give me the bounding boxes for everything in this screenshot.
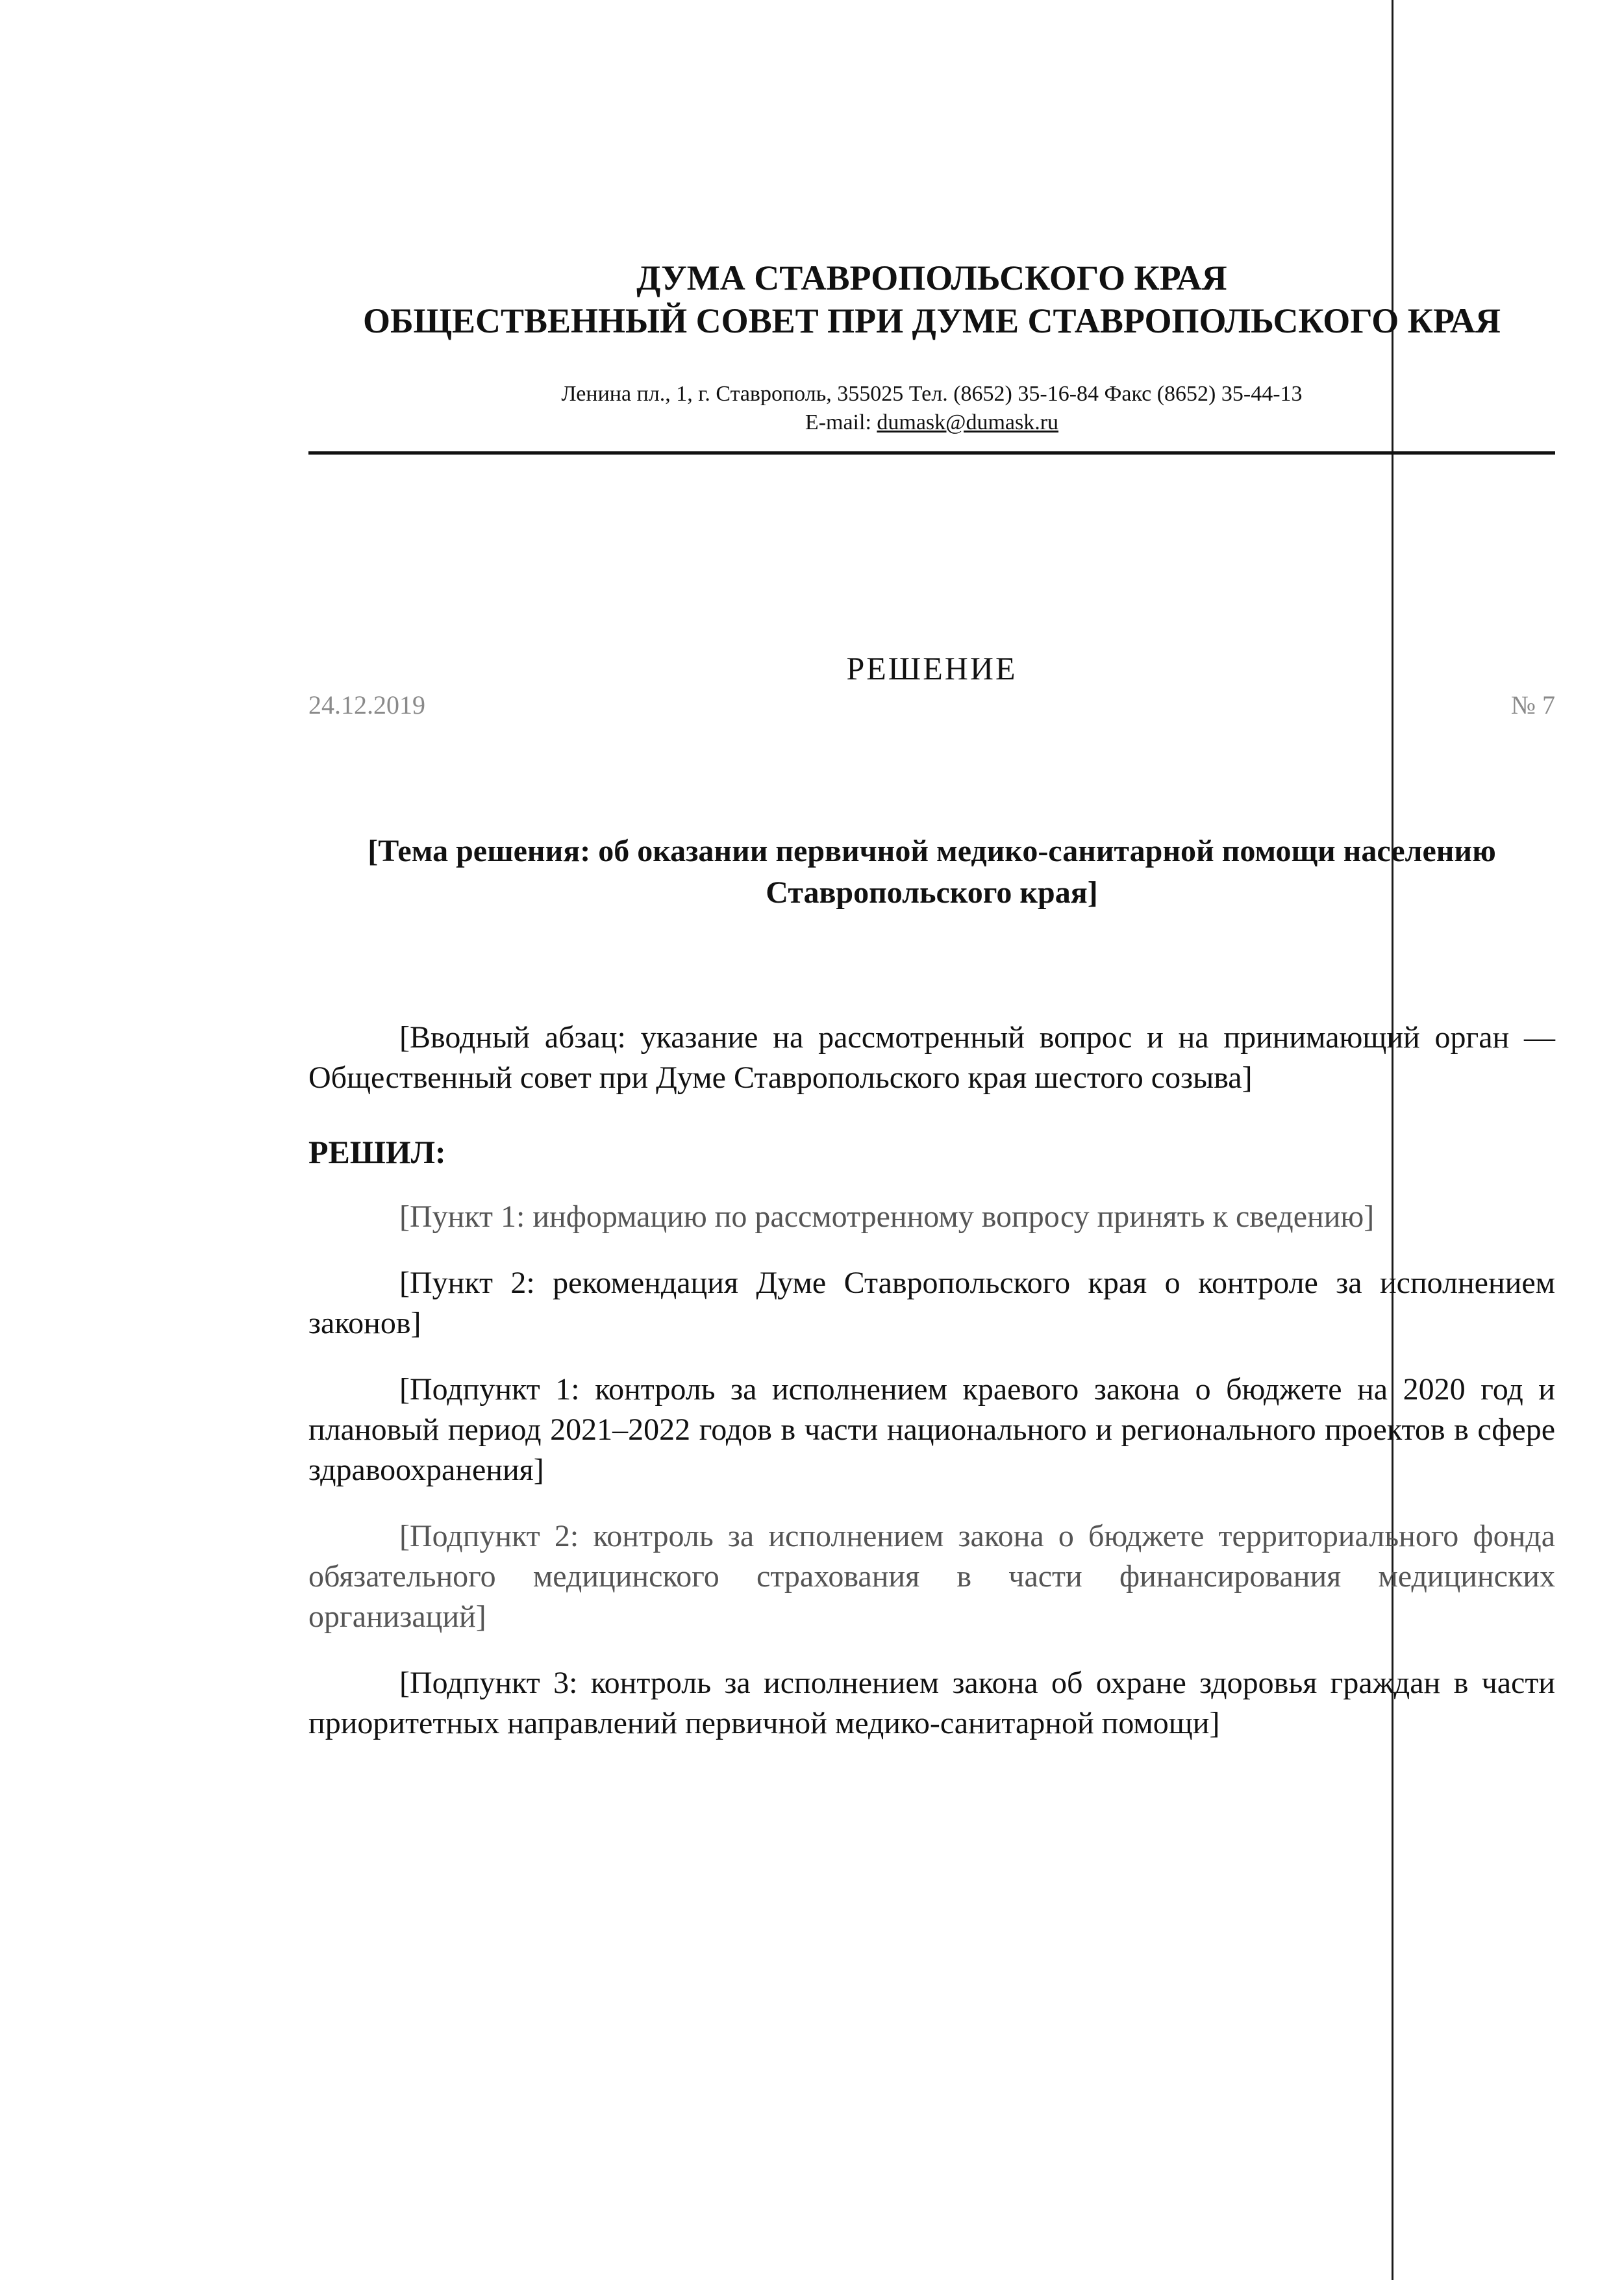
email-label: E-mail:: [805, 410, 871, 434]
email-link[interactable]: dumask@dumask.ru: [877, 410, 1059, 434]
point-1: [Пункт 1: информацию по рассмотренному вопросу принять к сведению]: [399, 1199, 1375, 1234]
document-number: № 7: [1510, 690, 1555, 720]
address-line: Ленина пл., 1, г. Ставрополь, 355025 Тел. (8652) 35-16-84 Факс (8652) 35-44-13: [561, 382, 1303, 406]
org-title-primary: ДУМА СТАВРОПОЛЬСКОГО КРАЯ: [636, 258, 1227, 297]
document-page: [308, 257, 1555, 1744]
decision-subject: [Тема решения: об оказании первичной медико-санитарной помощи населению Ставропольского края]: [368, 834, 1496, 910]
subpoint-3: [Подпункт 3: контроль за исполнением закона об охране здоровья граждан в части приоритетных направлений первичной медико-санитарной помощи]: [308, 1666, 1555, 1740]
document-type: РЕШЕНИЕ: [846, 650, 1018, 686]
subpoint-1: [Подпункт 1: контроль за исполнением краевого закона о бюджете на 2020 год и плановый период 2021–2022 годов в части национального и регионального проектов в сфере здравоохранения]: [308, 1372, 1555, 1487]
point-2: [Пункт 2: рекомендация Думе Ставропольского края о контроле за исполнением законов]: [308, 1266, 1555, 1340]
header-divider: [308, 451, 1555, 455]
intro-paragraph: [Вводный абзац: указание на рассмотренный вопрос и на принимающий орган — Общественный совет при Думе Ставропольского края шестого созыва]: [308, 1020, 1555, 1095]
email-line: [308, 408, 1555, 437]
subpoint-2: [Подпункт 2: контроль за исполнением закона о бюджете территориального фонда обязательного медицинского страхования в части финансирования медицинских организаций]: [308, 1519, 1555, 1634]
resolved-heading: РЕШИЛ:: [308, 1134, 446, 1170]
document-date: 24.12.2019: [308, 690, 425, 720]
org-title-secondary: ОБЩЕСТВЕННЫЙ СОВЕТ ПРИ ДУМЕ СТАВРОПОЛЬСКОГО КРАЯ: [362, 301, 1501, 340]
contact-block: [308, 380, 1555, 437]
date-number-row: [308, 690, 1555, 720]
